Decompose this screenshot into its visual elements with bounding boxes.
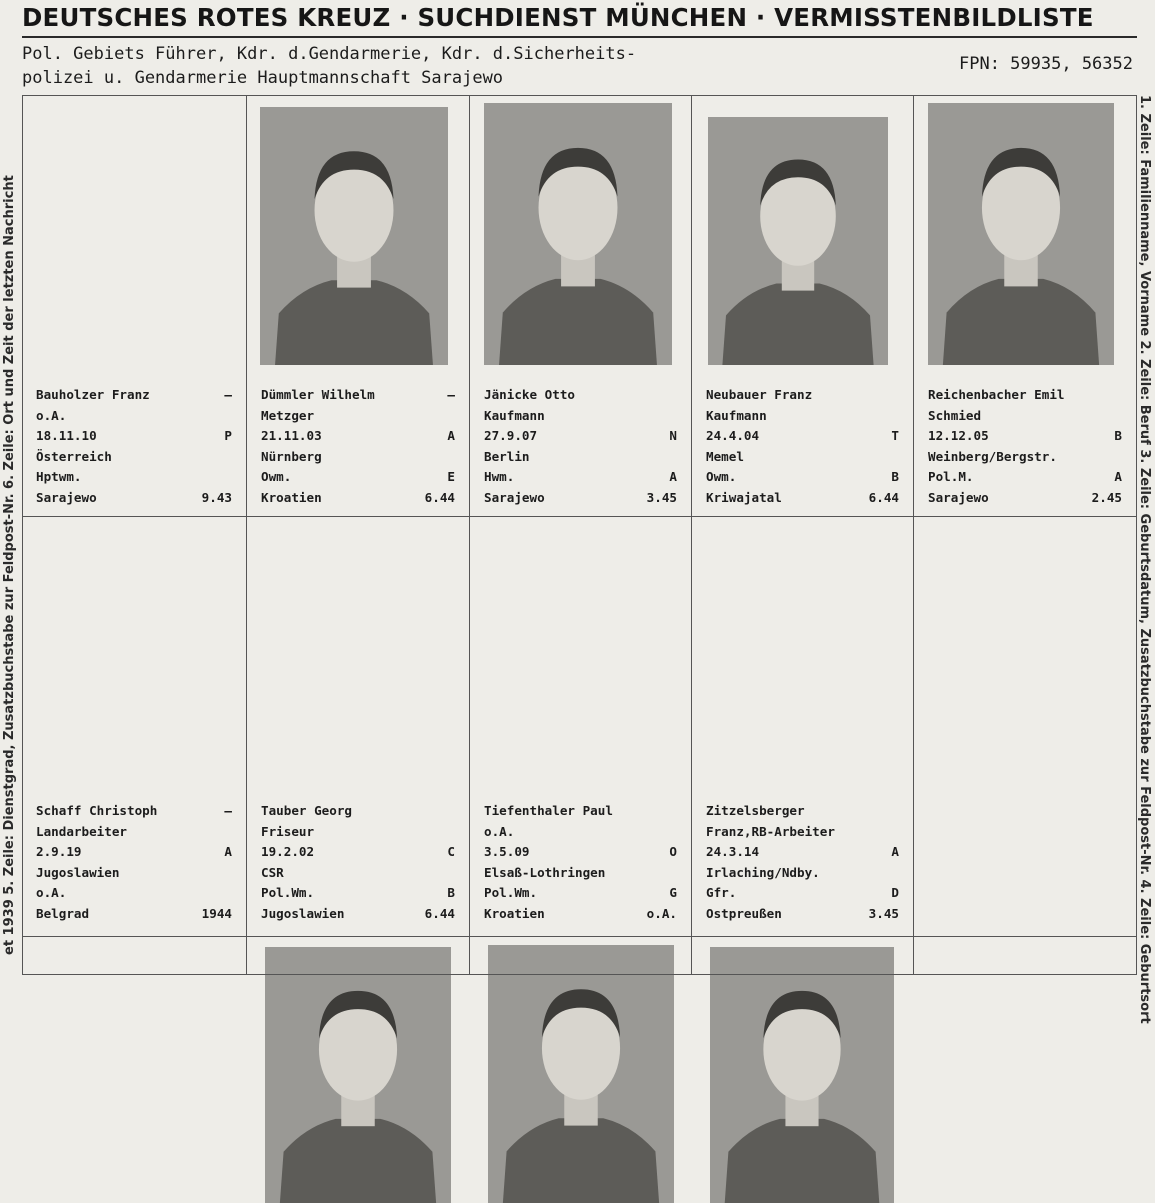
info-text: Berlin <box>484 448 530 464</box>
info-text: 19.2.02 <box>261 844 315 860</box>
info-text: Irlaching/Ndby. <box>706 864 820 880</box>
info-line <box>484 488 677 509</box>
info-text: 21.11.03 <box>261 428 322 444</box>
person-card <box>914 95 1137 517</box>
info-code: o.A. <box>646 905 677 921</box>
person-card <box>247 95 470 517</box>
info-code: 6.44 <box>424 905 455 921</box>
info-line <box>261 385 455 406</box>
info-code: 3.45 <box>868 905 899 921</box>
info-text: Zitzelsberger <box>706 803 805 818</box>
info-code: 2.45 <box>1091 489 1122 505</box>
person-info <box>706 385 899 509</box>
info-text: Belgrad <box>36 905 90 921</box>
info-line <box>261 822 455 843</box>
info-code: O <box>669 844 677 860</box>
info-line <box>928 488 1122 509</box>
info-line <box>36 406 232 427</box>
info-code: 6.44 <box>424 489 455 505</box>
info-text: 12.12.05 <box>928 428 989 444</box>
info-text: Ostpreußen <box>706 905 782 921</box>
portrait-photo <box>928 103 1114 365</box>
info-line <box>36 385 232 406</box>
info-text: Sarajewo <box>36 489 97 505</box>
info-text: o.A. <box>36 407 67 423</box>
info-line <box>484 406 677 427</box>
info-line <box>36 801 232 822</box>
info-line <box>928 467 1122 488</box>
info-text: Pol.Wm. <box>261 885 315 901</box>
empty-cell <box>470 937 692 975</box>
info-line <box>706 883 899 904</box>
legend-left-margin: et 1939 5. Zeile: Dienstgrad, Zusatzbuchstabe zur Feldpost-Nr. 6. Zeile: Ort und Zeit der letzten Nachricht <box>2 175 17 955</box>
info-text: Friseur <box>261 823 315 839</box>
info-line <box>484 426 677 447</box>
info-line <box>484 801 677 822</box>
info-code: – <box>224 387 232 402</box>
info-line <box>706 801 899 822</box>
info-text: Nürnberg <box>261 448 322 464</box>
info-line <box>36 863 232 884</box>
info-code: B <box>447 885 455 901</box>
info-code: A <box>669 469 677 485</box>
info-code: E <box>447 469 455 485</box>
info-line <box>706 488 899 509</box>
info-text: Tauber Georg <box>261 803 352 818</box>
info-text: Österreich <box>36 448 112 464</box>
info-text: o.A. <box>36 885 67 901</box>
person-info <box>484 385 677 509</box>
info-line <box>706 822 899 843</box>
info-text: Kroatien <box>484 905 545 921</box>
info-line <box>706 863 899 884</box>
info-line <box>928 447 1122 468</box>
info-text: o.A. <box>484 823 515 839</box>
info-line <box>36 904 232 925</box>
info-text: 2.9.19 <box>36 844 82 860</box>
info-line <box>36 467 232 488</box>
info-text: Memel <box>706 448 744 464</box>
info-text: Schmied <box>928 407 982 423</box>
info-line <box>928 406 1122 427</box>
portrait-photo <box>484 103 672 365</box>
empty-cell <box>692 937 914 975</box>
info-line <box>484 842 677 863</box>
info-text: 27.9.07 <box>484 428 538 444</box>
info-line <box>261 488 455 509</box>
info-line <box>36 447 232 468</box>
info-line <box>706 904 899 925</box>
info-line <box>36 883 232 904</box>
info-code: A <box>1114 469 1122 485</box>
info-line <box>261 467 455 488</box>
info-line <box>36 842 232 863</box>
info-text: Pol.M. <box>928 469 974 485</box>
info-text: Weinberg/Bergstr. <box>928 448 1057 464</box>
person-card <box>247 517 470 937</box>
unit-line-1: Pol. Gebiets Führer, Kdr. d.Gendarmerie, Kdr. d.Sicherheits- <box>22 44 637 64</box>
info-text: Elsaß-Lothringen <box>484 864 606 880</box>
person-info <box>36 801 232 925</box>
info-text: Landarbeiter <box>36 823 127 839</box>
person-info <box>484 801 677 925</box>
info-code: 6.44 <box>868 489 899 505</box>
info-text: Jugoslawien <box>36 864 120 880</box>
info-line <box>484 822 677 843</box>
info-text: Kroatien <box>261 489 322 505</box>
info-line <box>484 447 677 468</box>
info-line <box>261 801 455 822</box>
info-line <box>261 447 455 468</box>
person-info <box>928 385 1122 509</box>
info-code: A <box>891 844 899 860</box>
info-text: Neubauer Franz <box>706 387 813 402</box>
info-line <box>484 385 677 406</box>
info-code: D <box>891 885 899 901</box>
info-line <box>36 488 232 509</box>
portrait-photo <box>488 945 674 1203</box>
info-code: G <box>669 885 677 901</box>
person-info <box>261 801 455 925</box>
info-text: Owm. <box>261 469 292 485</box>
info-text: Hwm. <box>484 469 515 485</box>
info-text: 24.3.14 <box>706 844 760 860</box>
info-code: N <box>669 428 677 444</box>
info-line <box>36 426 232 447</box>
info-text: 24.4.04 <box>706 428 760 444</box>
info-text: Jänicke Otto <box>484 387 575 402</box>
info-code: B <box>891 469 899 485</box>
unit-description <box>22 42 636 90</box>
info-line <box>261 426 455 447</box>
info-line <box>261 842 455 863</box>
person-card <box>470 95 692 517</box>
info-text: Hptwm. <box>36 469 82 485</box>
info-code: 3.45 <box>646 489 677 505</box>
info-text: 3.5.09 <box>484 844 530 860</box>
person-card <box>22 95 247 517</box>
info-code: 1944 <box>201 905 232 921</box>
info-line <box>928 426 1122 447</box>
info-code: B <box>1114 428 1122 444</box>
info-line <box>706 385 899 406</box>
info-text: Pol.Wm. <box>484 885 538 901</box>
info-line <box>706 842 899 863</box>
portrait-photo <box>708 117 888 365</box>
info-line <box>706 447 899 468</box>
info-text: Franz,RB-Arbeiter <box>706 823 835 839</box>
info-text: Owm. <box>706 469 737 485</box>
empty-cell <box>914 937 1137 975</box>
info-line <box>706 406 899 427</box>
info-code: A <box>224 844 232 860</box>
info-text: Sarajewo <box>928 489 989 505</box>
person-grid <box>22 95 1137 975</box>
info-line <box>706 467 899 488</box>
info-line <box>706 426 899 447</box>
info-code: – <box>447 387 455 402</box>
info-line <box>484 863 677 884</box>
info-code: 9.43 <box>201 489 232 505</box>
info-code: P <box>224 428 232 444</box>
info-text: Tiefenthaler Paul <box>484 803 613 818</box>
unit-line-2: polizei u. Gendarmerie Hauptmannschaft Sarajewo <box>22 68 504 88</box>
info-text: Kaufmann <box>484 407 545 423</box>
info-line <box>484 467 677 488</box>
info-code: C <box>447 844 455 860</box>
info-text: 18.11.10 <box>36 428 97 444</box>
info-text: Jugoslawien <box>261 905 345 921</box>
info-text: Bauholzer Franz <box>36 387 150 402</box>
person-info <box>36 385 232 509</box>
info-code: A <box>447 428 455 444</box>
info-text: CSR <box>261 864 284 880</box>
person-info <box>706 801 899 925</box>
info-line <box>261 904 455 925</box>
info-text: Reichenbacher Emil <box>928 387 1065 402</box>
empty-cell <box>22 937 247 975</box>
person-card <box>692 95 914 517</box>
info-line <box>484 904 677 925</box>
page-title: DEUTSCHES ROTES KREUZ · SUCHDIENST MÜNCHEN · VERMISSTENBILDLISTE <box>22 2 1137 38</box>
info-text: Metzger <box>261 407 315 423</box>
info-text: Dümmler Wilhelm <box>261 387 375 402</box>
info-line <box>261 883 455 904</box>
legend-right-margin: 1. Zeile: Familienname, Vorname 2. Zeile: Beruf 3. Zeile: Geburtsdatum, Zusatzbuchstabe zur Feldpost-Nr. 4. Zeile: Geburtsort <box>1137 95 1152 1024</box>
person-info <box>261 385 455 509</box>
info-text: Gfr. <box>706 885 737 901</box>
info-line <box>36 822 232 843</box>
person-card <box>470 517 692 937</box>
info-text: Kriwajatal <box>706 489 782 505</box>
info-line <box>928 385 1122 406</box>
info-line <box>261 406 455 427</box>
portrait-photo <box>265 947 451 1203</box>
info-text: Kaufmann <box>706 407 767 423</box>
info-line <box>484 883 677 904</box>
person-card <box>22 517 247 937</box>
info-code: T <box>891 428 899 444</box>
info-text: Sarajewo <box>484 489 545 505</box>
portrait-photo <box>710 947 894 1203</box>
feldpost-numbers: FPN: 59935, 56352 <box>959 54 1133 74</box>
info-code: – <box>224 803 232 818</box>
empty-cell <box>247 937 470 975</box>
person-card <box>914 517 1137 937</box>
info-line <box>261 863 455 884</box>
portrait-photo <box>260 107 448 365</box>
person-card <box>692 517 914 937</box>
info-text: Schaff Christoph <box>36 803 158 818</box>
